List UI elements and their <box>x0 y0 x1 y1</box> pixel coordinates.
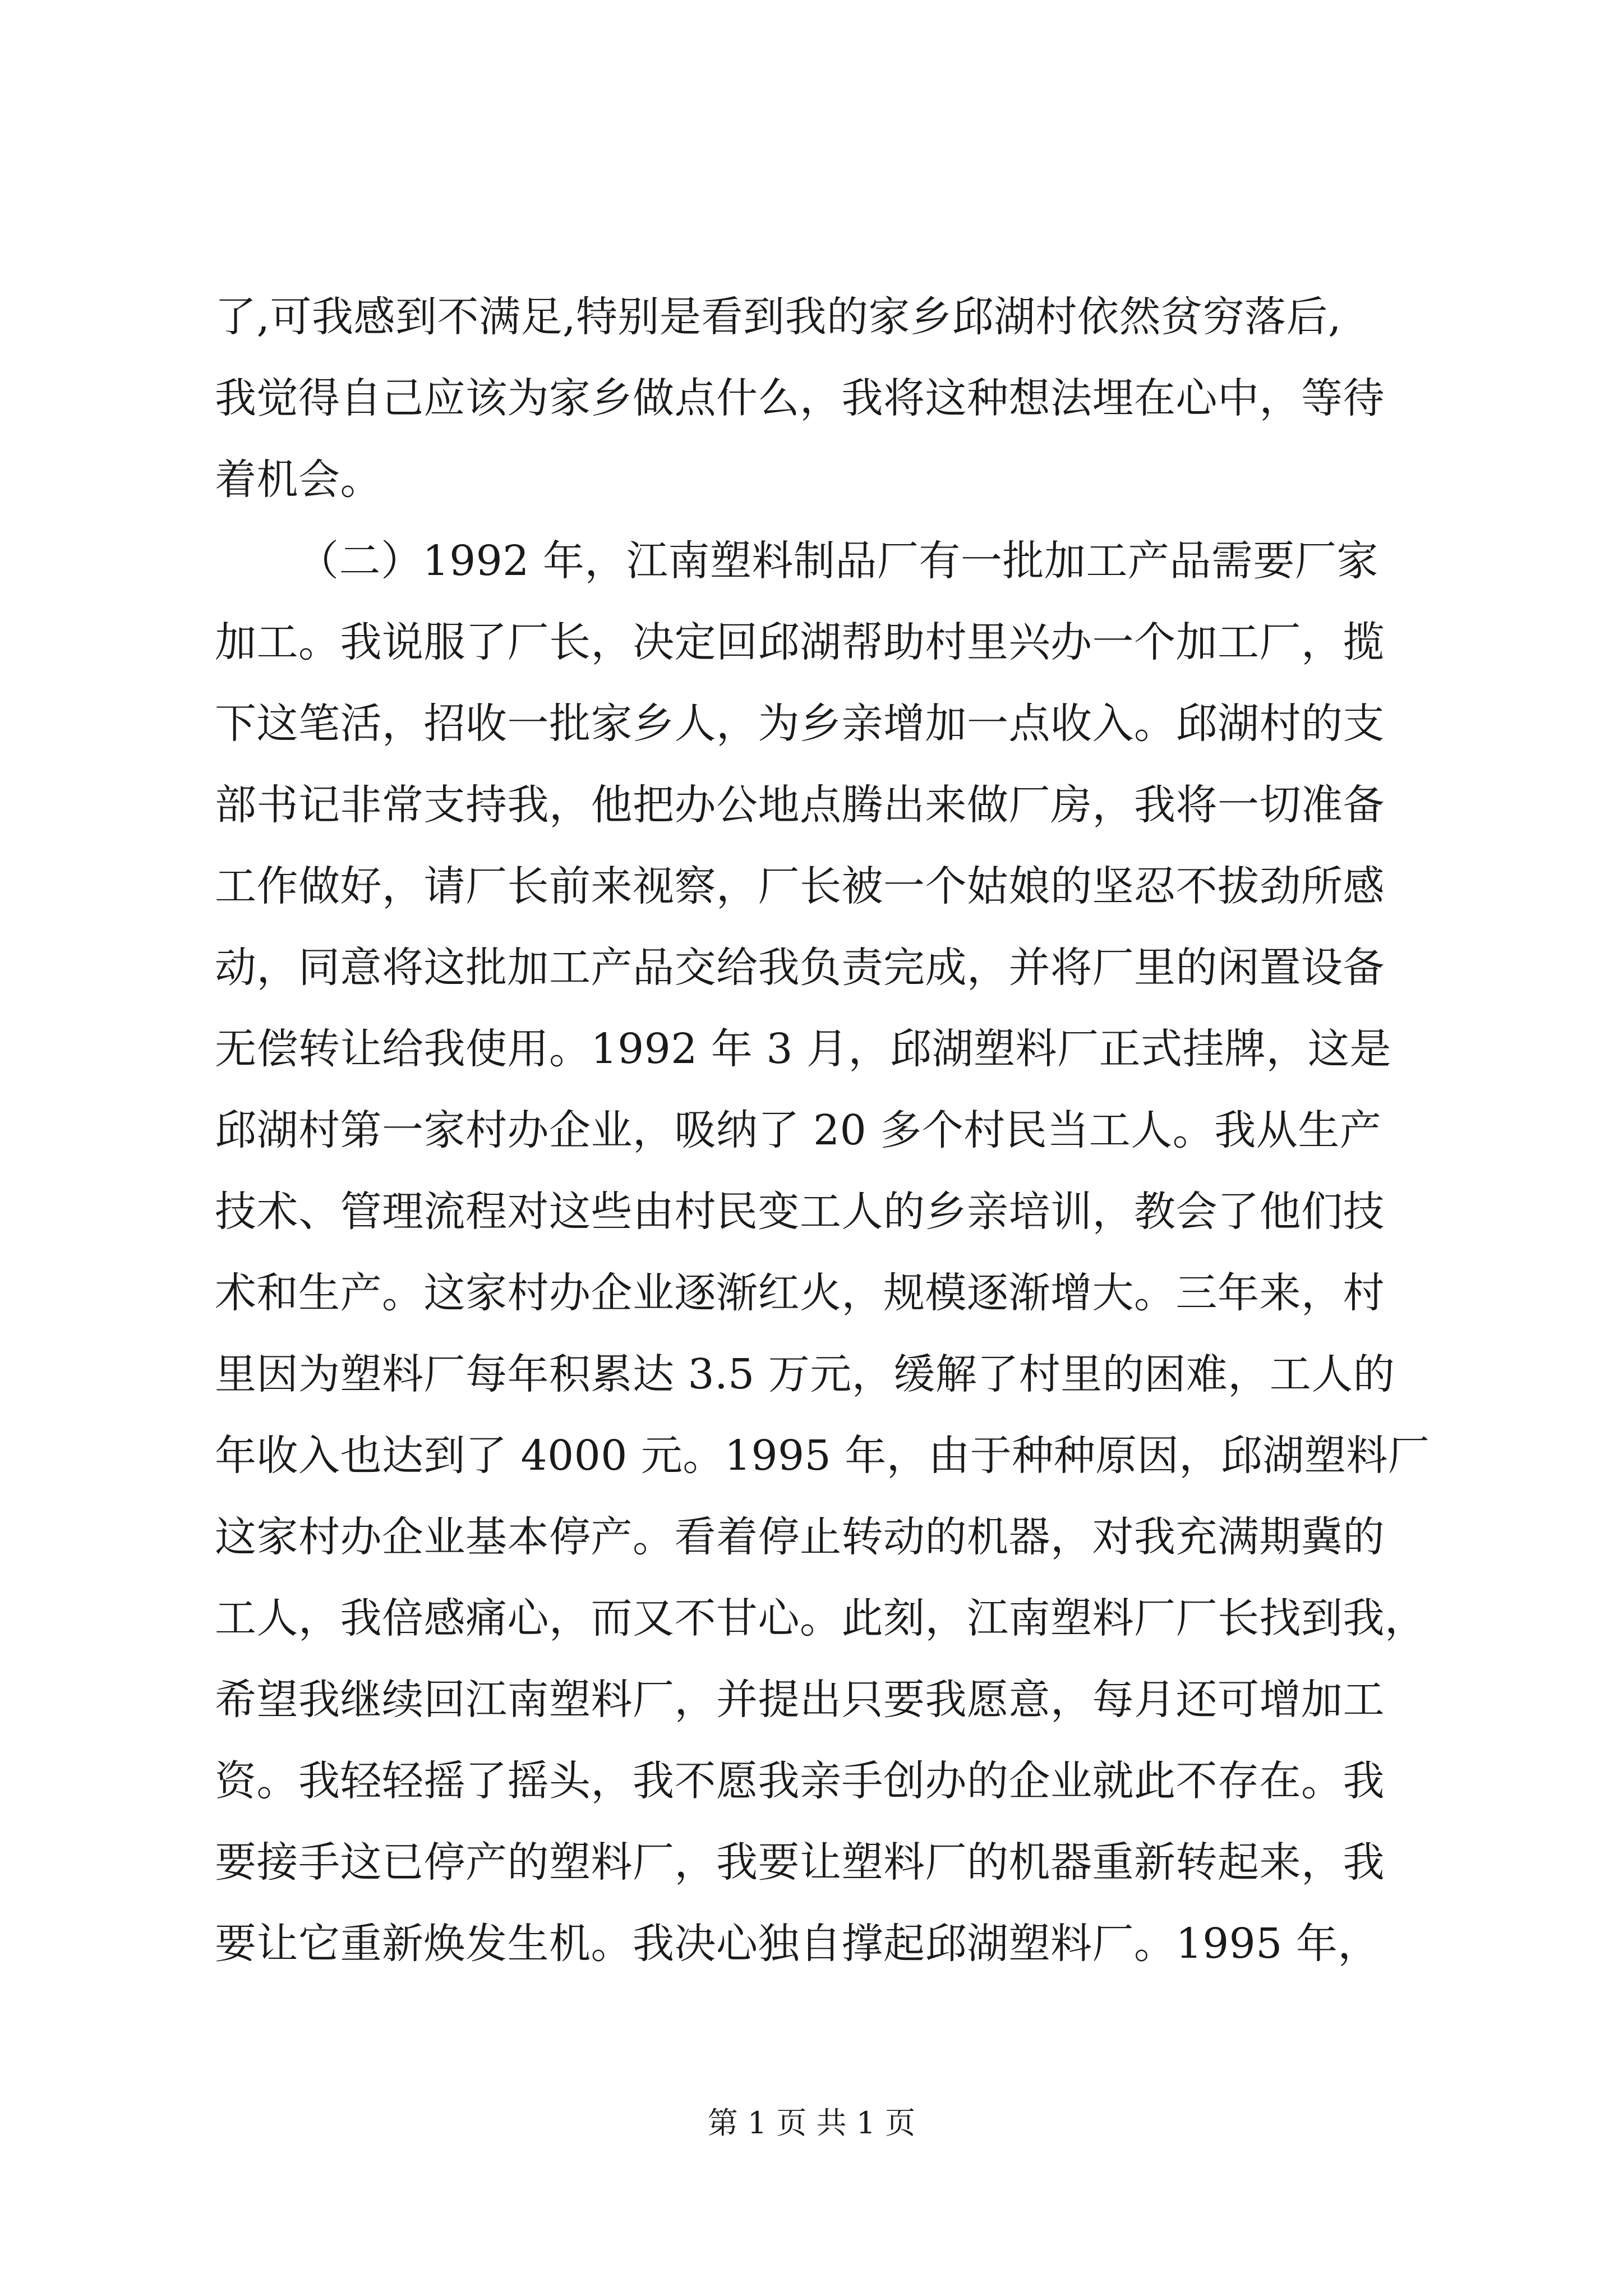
body-text-line: 年收入也达到了 4000 元。1995 年，由于种种原因，邱湖塑料厂 <box>215 1432 1430 1480</box>
body-text-line: 要接手这已停产的塑料厂，我要让塑料厂的机器重新转起来，我 <box>215 1838 1385 1887</box>
body-text-line: 着机会。 <box>215 455 382 504</box>
body-text-line: 我觉得自己应该为家乡做点什么，我将这种想法埋在心中，等待 <box>215 374 1385 422</box>
body-text-line: 下这笔活，招收一批家乡人，为乡亲增加一点收入。邱湖村的支 <box>215 700 1385 748</box>
body-text-line: 术和生产。这家村办企业逐渐红火，规模逐渐增大。三年来，村 <box>215 1269 1385 1317</box>
body-text-line: 工作做好，请厂长前来视察，厂长被一个姑娘的坚忍不拔劲所感 <box>215 862 1385 910</box>
body-text-line: 这家村办企业基本停产。看着停止转动的机器，对我充满期冀的 <box>215 1513 1385 1561</box>
body-text-line: 技术、管理流程对这些由村民变工人的乡亲培训，教会了他们技 <box>215 1188 1385 1236</box>
body-text-line: 要让它重新焕发生机。我决心独自撑起邱湖塑料厂。1995 年， <box>215 1920 1380 1968</box>
page-footer: 第 1 页 共 1 页 <box>707 2105 916 2141</box>
body-text-line: 加工。我说服了厂长，决定回邱湖帮助村里兴办一个加工厂，揽 <box>215 618 1385 666</box>
body-text-line: 里因为塑料厂每年积累达 3.5 万元，缓解了村里的困难，工人的 <box>215 1350 1395 1398</box>
body-text-line: 邱湖村第一家村办企业，吸纳了 20 多个村民当工人。我从生产 <box>215 1106 1382 1154</box>
body-text-line: 工人，我倍感痛心，而又不甘心。此刻，江南塑料厂厂长找到我， <box>215 1594 1427 1642</box>
body-text-line: 资。我轻轻摇了摇头，我不愿我亲手创办的企业就此不存在。我 <box>215 1757 1385 1805</box>
body-text-line: 无偿转让给我使用。1992 年 3 月，邱湖塑料厂正式挂牌，这是 <box>215 1025 1391 1073</box>
body-text-line: 希望我继续回江南塑料厂，并提出只要我愿意，每月还可增加工 <box>215 1676 1385 1724</box>
section-heading-line: （二）1992 年，江南塑料制品厂有一批加工产品需要厂家 <box>297 537 1378 585</box>
body-text-line: 动，同意将这批加工产品交给我负责完成，并将厂里的闲置设备 <box>215 944 1385 992</box>
body-text-line: 了,可我感到不满足,特别是看到我的家乡邱湖村依然贫穷落后, <box>215 293 1342 341</box>
body-text-line: 部书记非常支持我，他把办公地点腾出来做厂房，我将一切准备 <box>215 781 1385 829</box>
